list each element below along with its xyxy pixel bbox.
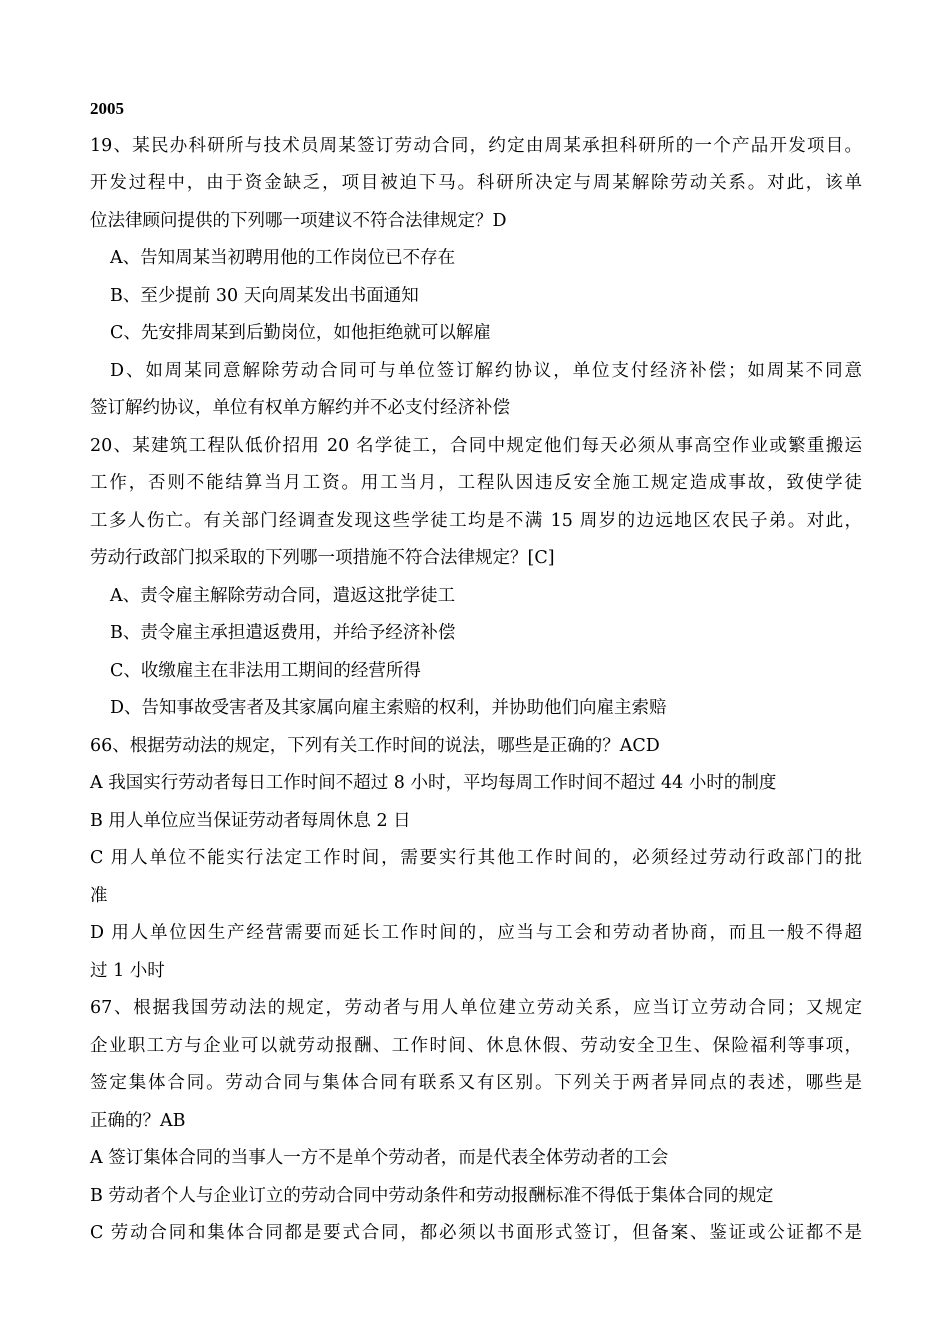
text-line: 工作，否则不能结算当月工资。用工当月，工程队因违反安全施工规定造成事故，致使学徒 (90, 473, 862, 493)
text-line: 企业职工方与企业可以就劳动报酬、工作时间、休息休假、劳动安全卫生、保险福利等事项， (90, 1035, 862, 1056)
text-line: A 我国实行劳动者每日工作时间不超过 8 小时，平均每周工作时间不超过 44 小时的制度 (90, 773, 777, 793)
text-line: A、责令雇主解除劳动合同，遣返这批学徒工 (110, 585, 456, 606)
document-body (90, 128, 862, 1253)
text-line: 19、某民办科研所与技术员周某签订劳动合同，约定由周某承担科研所的一个产品开发项目。 (90, 135, 862, 156)
text-line: 开发过程中，由于资金缺乏，项目被迫下马。科研所决定与周某解除劳动关系。对此，该单 (90, 173, 862, 193)
text-line: B 劳动者个人与企业订立的劳动合同中劳动条件和劳动报酬标准不得低于集体合同的规定 (90, 1185, 774, 1206)
document-page (90, 90, 862, 1253)
text-line: A 签订集体合同的当事人一方不是单个劳动者，而是代表全体劳动者的工会 (90, 1148, 669, 1168)
text-line: A、告知周某当初聘用他的工作岗位已不存在 (110, 248, 456, 268)
text-line: 工多人伤亡。有关部门经调查发现这些学徒工均是不满 15 周岁的边远地区农民子弟。对此， (90, 510, 862, 531)
text-line: B、至少提前 30 天向周某发出书面通知 (110, 285, 419, 306)
text-line: 位法律顾问提供的下列哪一项建议不符合法律规定？D (90, 210, 507, 231)
text-line: D、告知事故受害者及其家属向雇主索赔的权利，并协助他们向雇主索赔 (110, 698, 667, 718)
text-line: C、收缴雇主在非法用工期间的经营所得 (110, 660, 421, 681)
text-line: 准 (90, 885, 108, 906)
text-line: 签定集体合同。劳动合同与集体合同有联系又有区别。下列关于两者异同点的表述，哪些是 (90, 1073, 862, 1093)
text-line: 20、某建筑工程队低价招用 20 名学徒工，合同中规定他们每天必须从事高空作业或繁重搬运 (90, 435, 862, 456)
text-line: C、先安排周某到后勤岗位，如他拒绝就可以解雇 (110, 323, 491, 343)
text-line: D 用人单位因生产经营需要而延长工作时间的，应当与工会和劳动者协商，而且一般不得超 (90, 923, 862, 943)
text-line: B、责令雇主承担遣返费用，并给予经济补偿 (110, 623, 456, 643)
text-line: 67、根据我国劳动法的规定，劳动者与用人单位建立劳动关系，应当订立劳动合同；又规定 (90, 998, 862, 1018)
text-line: C 用人单位不能实行法定工作时间，需要实行其他工作时间的，必须经过劳动行政部门的批 (90, 848, 862, 868)
text-line: 过 1 小时 (90, 960, 165, 981)
text-line: 签订解约协议，单位有权单方解约并不必支付经济补偿 (90, 398, 510, 418)
text-line: 劳动行政部门拟采取的下列哪一项措施不符合法律规定？[C] (90, 548, 555, 568)
text-line: 66、根据劳动法的规定，下列有关工作时间的说法，哪些是正确的？ACD (90, 735, 660, 756)
text-line: B 用人单位应当保证劳动者每周休息 2 日 (90, 810, 411, 831)
text-line: 正确的？AB (90, 1110, 186, 1131)
text-line: C 劳动合同和集体合同都是要式合同，都必须以书面形式签订，但备案、鉴证或公证都不是 (90, 1223, 862, 1243)
year-heading: 2005 (90, 99, 124, 118)
text-line: D、如周某同意解除劳动合同可与单位签订解约协议，单位支付经济补偿；如周某不同意 (110, 360, 862, 381)
